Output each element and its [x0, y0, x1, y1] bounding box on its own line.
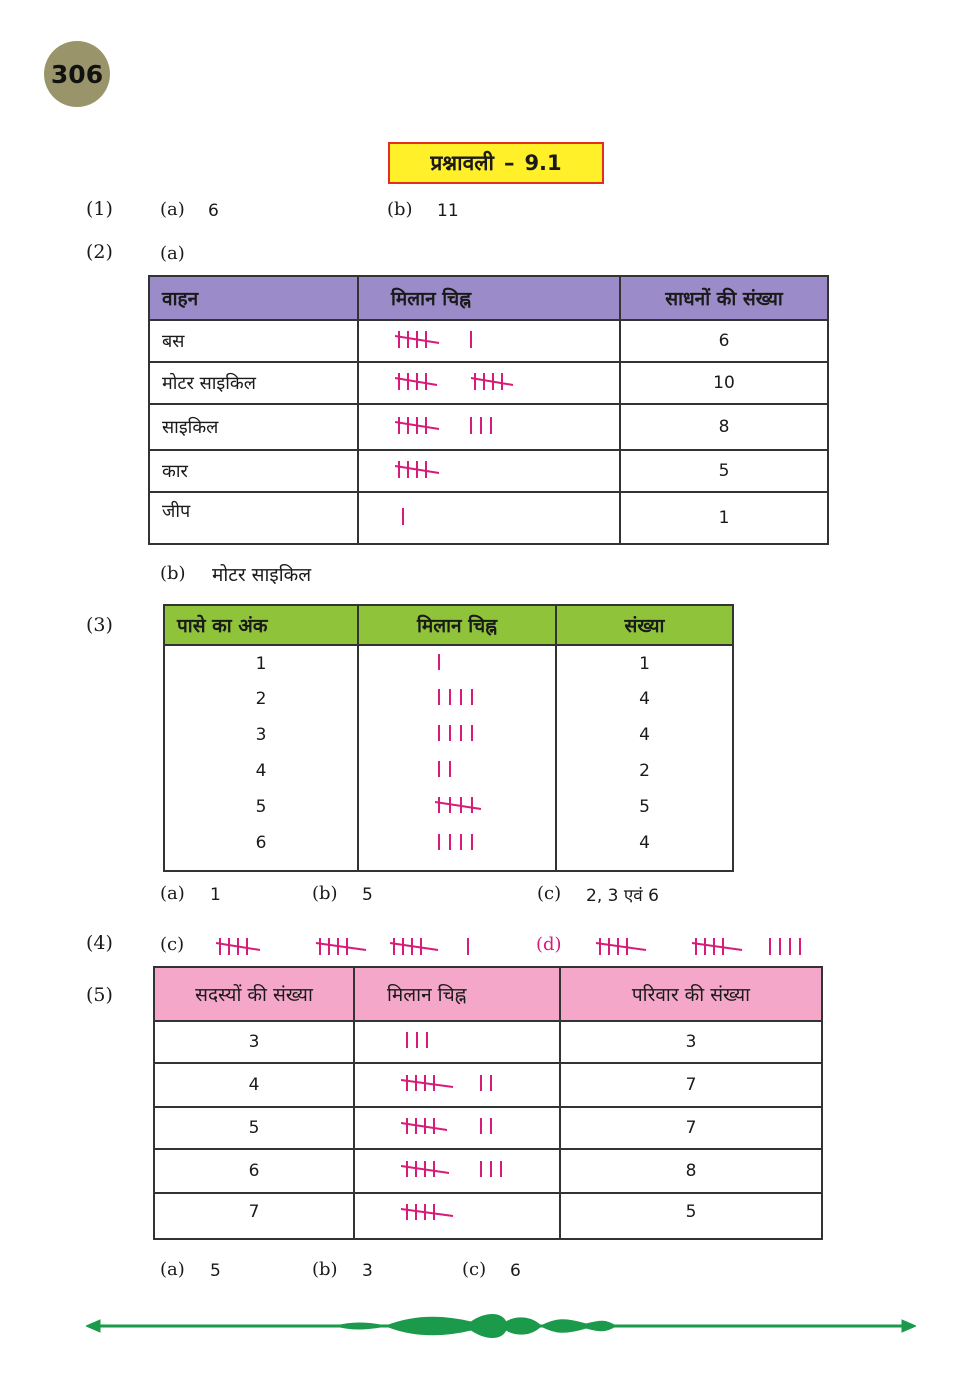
tally-mark [358, 450, 620, 492]
page-number: 306 [50, 59, 104, 89]
vehicle-count: 10 [620, 362, 828, 404]
die-face: 4 [164, 753, 358, 789]
title-dash: – [503, 151, 515, 175]
q5-c-value: 6 [510, 1261, 521, 1281]
title-text: प्रश्नावली [430, 151, 494, 175]
vehicle-name: मोटर साइकिल [149, 362, 358, 404]
tally-mark [354, 1107, 560, 1149]
q2-a-label: (a) [160, 243, 185, 264]
tally-mark [358, 645, 556, 681]
face-count: 2 [556, 753, 733, 789]
col-header-tally: मिलान चिह्न [358, 276, 620, 320]
die-face: 6 [164, 825, 358, 871]
vehicle-count: 1 [620, 492, 828, 544]
face-count: 1 [556, 645, 733, 681]
q3-b-label: (b) [312, 883, 338, 904]
dice-tally-table [163, 604, 734, 872]
q3-c-label: (c) [537, 883, 562, 904]
q4-d-tally [594, 933, 824, 963]
table-row [154, 1021, 822, 1063]
tally-mark [354, 1063, 560, 1107]
table-row [164, 681, 733, 717]
member-count: 6 [154, 1149, 354, 1193]
family-count: 8 [560, 1149, 822, 1193]
tally-mark [358, 681, 556, 717]
member-count: 3 [154, 1021, 354, 1063]
vehicle-count: 6 [620, 320, 828, 362]
q3-a-value: 1 [210, 885, 221, 905]
face-count: 4 [556, 681, 733, 717]
table-row [164, 645, 733, 681]
tally-mark [358, 320, 620, 362]
table-row [154, 1107, 822, 1149]
q1-a-label: (a) [160, 199, 185, 220]
tally-mark [358, 753, 556, 789]
vehicle-name: जीप [149, 492, 358, 544]
title-number: 9.1 [524, 151, 562, 175]
col-header-families: परिवार की संख्या [560, 967, 822, 1021]
die-face: 5 [164, 789, 358, 825]
tally-mark [358, 825, 556, 871]
q5-b-value: 3 [362, 1261, 373, 1281]
q2-b-value: मोटर साइकिल [212, 564, 312, 586]
table-header-row [164, 605, 733, 645]
table-row [164, 789, 733, 825]
vehicle-tally-table [148, 275, 829, 545]
question-2-number: (2) [86, 241, 113, 263]
table-row [164, 753, 733, 789]
col-header-count: संख्या [556, 605, 733, 645]
tally-mark [358, 404, 620, 450]
die-face: 2 [164, 681, 358, 717]
table-row [154, 1149, 822, 1193]
table-row [149, 450, 828, 492]
vehicle-count: 5 [620, 450, 828, 492]
col-header-tally: मिलान चिह्न [354, 967, 560, 1021]
tally-mark [358, 492, 620, 544]
vehicle-name: साइकिल [149, 404, 358, 450]
q4-c-label: (c) [160, 934, 185, 955]
q4-c-tally [216, 933, 486, 963]
q3-c-value: 2, 3 एवं 6 [586, 886, 659, 906]
q1-b-label: (b) [387, 199, 413, 220]
question-4-number: (4) [86, 932, 113, 954]
table-header-row [154, 967, 822, 1021]
die-face: 1 [164, 645, 358, 681]
member-count: 7 [154, 1193, 354, 1239]
q5-a-value: 5 [210, 1261, 221, 1281]
q3-b-value: 5 [362, 885, 373, 905]
q5-c-label: (c) [462, 1259, 487, 1280]
col-header-tally: मिलान चिह्न [358, 605, 556, 645]
table-header-row [149, 276, 828, 320]
col-header-face: पासे का अंक [164, 605, 358, 645]
q3-a-label: (a) [160, 883, 185, 904]
table-row [154, 1063, 822, 1107]
col-header-vehicle: वाहन [149, 276, 358, 320]
table-row [154, 1193, 822, 1239]
family-count: 7 [560, 1107, 822, 1149]
tally-mark [354, 1193, 560, 1239]
vehicle-name: बस [149, 320, 358, 362]
member-count: 4 [154, 1063, 354, 1107]
die-face: 3 [164, 717, 358, 753]
family-tally-table [153, 966, 823, 1240]
face-count: 5 [556, 789, 733, 825]
table-row [164, 825, 733, 871]
vehicle-count: 8 [620, 404, 828, 450]
q2-b-label: (b) [160, 563, 186, 584]
vehicle-name: कार [149, 450, 358, 492]
q5-a-label: (a) [160, 1259, 185, 1280]
col-header-count: साधनों की संख्या [620, 276, 828, 320]
q1-b-value: 11 [437, 201, 459, 221]
tally-mark [354, 1149, 560, 1193]
family-count: 7 [560, 1063, 822, 1107]
tally-mark [354, 1021, 560, 1063]
table-row [149, 362, 828, 404]
page-number-badge [44, 41, 110, 107]
tally-mark [358, 789, 556, 825]
q5-b-label: (b) [312, 1259, 338, 1280]
question-1-number: (1) [86, 198, 113, 220]
tally-mark [358, 717, 556, 753]
face-count: 4 [556, 825, 733, 871]
table-row [149, 404, 828, 450]
table-row [164, 717, 733, 753]
col-header-members: सदस्यों की संख्या [154, 967, 354, 1021]
tally-mark [358, 362, 620, 404]
question-3-number: (3) [86, 614, 113, 636]
family-count: 3 [560, 1021, 822, 1063]
exercise-title [388, 142, 604, 184]
footer-ornament [86, 1300, 916, 1350]
table-row [149, 492, 828, 544]
member-count: 5 [154, 1107, 354, 1149]
face-count: 4 [556, 717, 733, 753]
question-5-number: (5) [86, 984, 113, 1006]
q1-a-value: 6 [208, 201, 219, 221]
q4-d-label: (d) [536, 934, 562, 955]
family-count: 5 [560, 1193, 822, 1239]
table-row [149, 320, 828, 362]
